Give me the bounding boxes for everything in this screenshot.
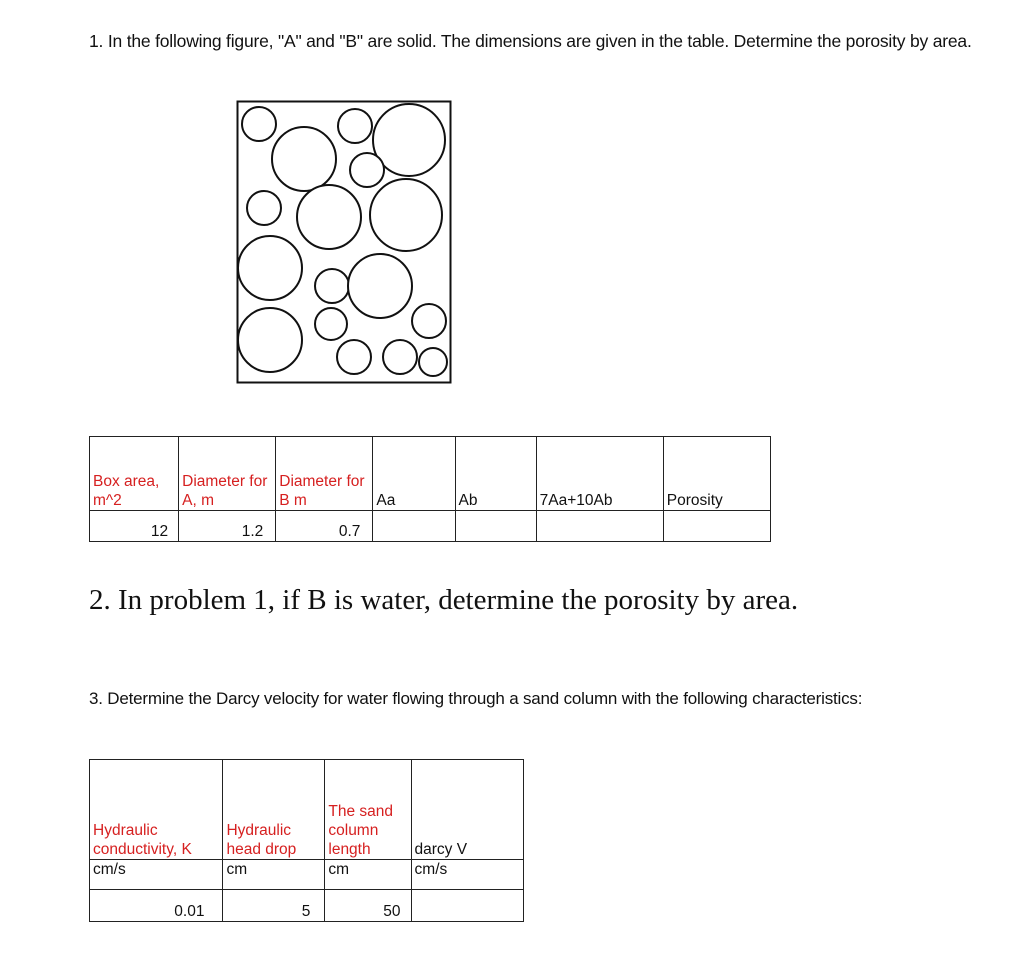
cell-7aa-10ab [536, 511, 663, 542]
cell-diameter-a: 1.2 [179, 511, 276, 542]
particle-b [337, 340, 371, 374]
particle-a [370, 179, 442, 251]
particle-b [315, 269, 349, 303]
particle-a [272, 127, 336, 191]
particle-a [348, 254, 412, 318]
unit-k: cm/s [90, 860, 223, 890]
table-2 [89, 759, 524, 922]
unit-head-drop: cm [223, 860, 325, 890]
particle-b [419, 348, 447, 376]
particle-b [350, 153, 384, 187]
cell-head-drop: 5 [223, 890, 325, 922]
header-porosity: Porosity [663, 437, 770, 511]
unit-darcy-v: cm/s [411, 860, 523, 890]
cell-aa [373, 511, 455, 542]
cell-porosity [663, 511, 770, 542]
header-column-length: The sand column length [325, 760, 411, 860]
cell-diameter-b: 0.7 [276, 511, 373, 542]
header-box-area: Box area, m^2 [90, 437, 179, 511]
header-diameter-b: Diameter for B m [276, 437, 373, 511]
question-3-text: 3. Determine the Darcy velocity for water flowing through a sand column with the following characteristics: [89, 689, 863, 708]
header-aa: Aa [373, 437, 455, 511]
particle-b [412, 304, 446, 338]
header-diameter-a: Diameter for A, m [179, 437, 276, 511]
header-ab: Ab [455, 437, 536, 511]
question-2-text: 2. In problem 1, if B is water, determine the porosity by area. [89, 584, 799, 616]
cell-column-length: 50 [325, 890, 411, 922]
header-head-drop: Hydraulic head drop [223, 760, 325, 860]
cell-ab [455, 511, 536, 542]
particle-b [242, 107, 276, 141]
cell-k: 0.01 [90, 890, 223, 922]
particle-b [315, 308, 347, 340]
particle-b [247, 191, 281, 225]
cell-darcy-v [411, 890, 523, 922]
table-1 [89, 436, 771, 542]
cell-box-area: 12 [90, 511, 179, 542]
particle-a [297, 185, 361, 249]
header-7aa-10ab: 7Aa+10Ab [536, 437, 663, 511]
porosity-figure [236, 100, 452, 384]
header-darcy-v: darcy V [411, 760, 523, 860]
particle-a [238, 308, 302, 372]
particle-b [383, 340, 417, 374]
question-1-text: 1. In the following figure, "A" and "B" are solid. The dimensions are given in the table. Determine the porosity by area. [89, 31, 972, 51]
particle-b [338, 109, 372, 143]
particle-a [238, 236, 302, 300]
header-hydraulic-conductivity: Hydraulic conductivity, K [90, 760, 223, 860]
unit-column-length: cm [325, 860, 411, 890]
